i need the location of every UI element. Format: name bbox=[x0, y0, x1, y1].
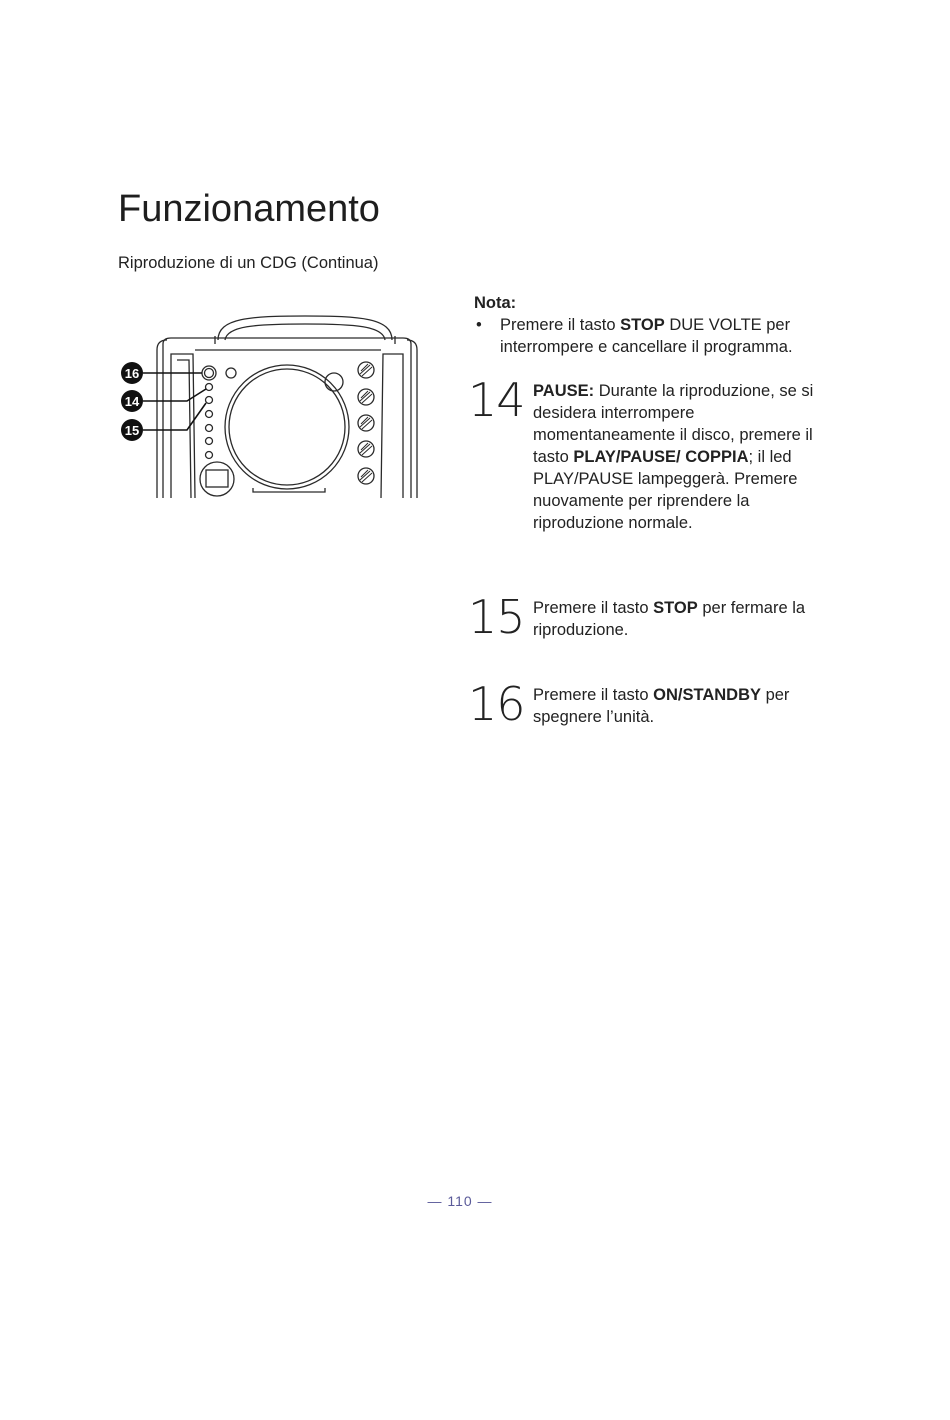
callout-15-label: 15 bbox=[124, 423, 140, 438]
step-15 bbox=[468, 590, 818, 644]
callout-16-label: 16 bbox=[124, 366, 140, 381]
callout-14 bbox=[121, 390, 143, 412]
note-item bbox=[474, 314, 834, 358]
step-number: 14 bbox=[468, 373, 525, 427]
device-diagram bbox=[115, 310, 420, 502]
callout-15 bbox=[121, 419, 143, 441]
note-box bbox=[474, 292, 834, 358]
step-bold: PAUSE: bbox=[533, 382, 595, 400]
step-bold: PLAY/PAUSE/ COPPIA bbox=[573, 448, 749, 466]
callout-14-label: 14 bbox=[124, 394, 140, 409]
step-body: Premere il tasto bbox=[533, 686, 654, 704]
note-text: DUE VOLTE per interrompere e cancellare il programma. bbox=[500, 316, 793, 356]
step-text bbox=[533, 597, 818, 641]
page-title: Funzionamento bbox=[118, 188, 380, 230]
step-text bbox=[533, 380, 818, 534]
step-body: Premere il tasto bbox=[533, 599, 654, 617]
step-body: per fermare la riproduzione. bbox=[533, 599, 806, 639]
step-14 bbox=[468, 373, 818, 534]
step-body: per spegnere l’unità. bbox=[533, 686, 790, 726]
step-number: 15 bbox=[468, 590, 525, 644]
step-body: ; il led PLAY/PAUSE lampeggerà. Premere nuovamente per riprendere la riproduzione normale. bbox=[533, 448, 798, 532]
page-number: — 110 — bbox=[427, 1193, 493, 1209]
bullet: • bbox=[476, 316, 482, 334]
step-16 bbox=[468, 677, 818, 731]
callout-16 bbox=[121, 362, 143, 384]
step-number: 16 bbox=[468, 677, 525, 731]
note-text: Premere il tasto bbox=[500, 316, 621, 334]
step-body: Durante la riproduzione, se si desidera interrompere momentaneamente il disco, premere il tasto bbox=[533, 382, 814, 466]
note-bold: STOP bbox=[620, 316, 665, 334]
section-subtitle: Riproduzione di un CDG (Continua) bbox=[118, 254, 379, 272]
step-bold: ON/STANDBY bbox=[653, 686, 761, 704]
step-bold: STOP bbox=[653, 599, 698, 617]
note-heading: Nota: bbox=[474, 294, 517, 312]
step-text bbox=[533, 684, 818, 728]
